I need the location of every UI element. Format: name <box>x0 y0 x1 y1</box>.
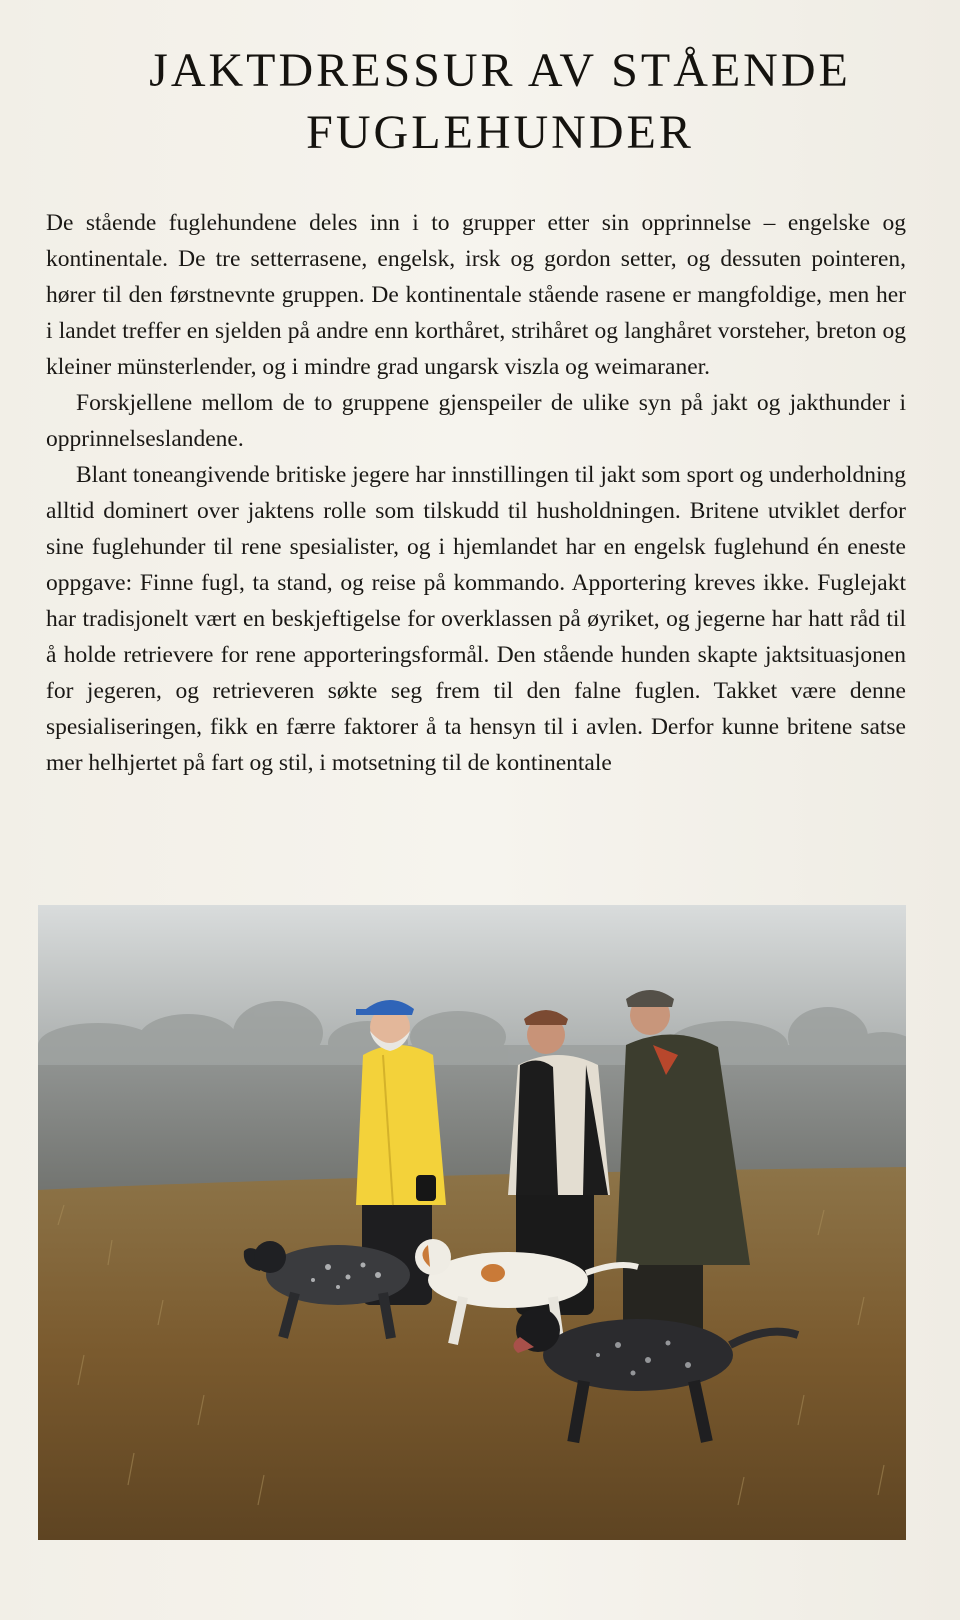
paragraph-3: Blant toneangivende britiske jegere har innstillingen til jakt som sport og underholdning alltid dominert over jaktens rolle som tilskudd til husholdningen. Britene utviklet derfor sine fuglehunder til rene spesialister, og i hjemlandet har en engelsk fuglehund én eneste oppgave: Finne fugl, ta stand, og reise på kommando. Apportering kreves ikke. Fuglejakt har tradisjonelt vært en beskjeftigelse for overklassen på øyriket, og jegerne har hatt råd til å holde retrievere for rene apporteringsformål. Den stående hunden skapte jaktsituasjonen for jegeren, og retrieveren søkte seg frem til den falne fuglen. Takket være denne spesialiseringen, fikk en færre faktorer å ta hensyn til i avlen. Derfor kunne britene satse mer helhjertet på fart og stil, i motsetning til de kontinentale <box>46 462 906 776</box>
grass-field <box>38 1167 906 1540</box>
photo-illustration <box>38 905 906 1540</box>
page-title <box>60 40 940 164</box>
hunting-photo <box>38 905 906 1540</box>
paragraph-2: Forskjellene mellom de to gruppene gjenspeiler de ulike syn på jakt og jakthunder i opprinnelseslandene. <box>46 390 906 452</box>
body-text <box>46 205 906 781</box>
paragraph-1: De stående fuglehundene deles inn i to grupper etter sin opprinnelse – engelske og kontinentale. De tre setterrasene, engelsk, irsk og gordon setter, og dessuten pointeren, hører til den førstnevnte gruppen. De kontinentale stående rasene er mangfoldige, men her i landet treffer en sjelden på andre enn korthåret, strihåret og langhåret vorsteher, breton og kleiner münsterlender, og i mindre grad ungarsk viszla og weimaraner. <box>46 210 906 380</box>
title-line-1: JAKTDRESSUR AV STÅENDE <box>149 44 851 97</box>
title-line-2: FUGLEHUNDER <box>306 106 694 159</box>
